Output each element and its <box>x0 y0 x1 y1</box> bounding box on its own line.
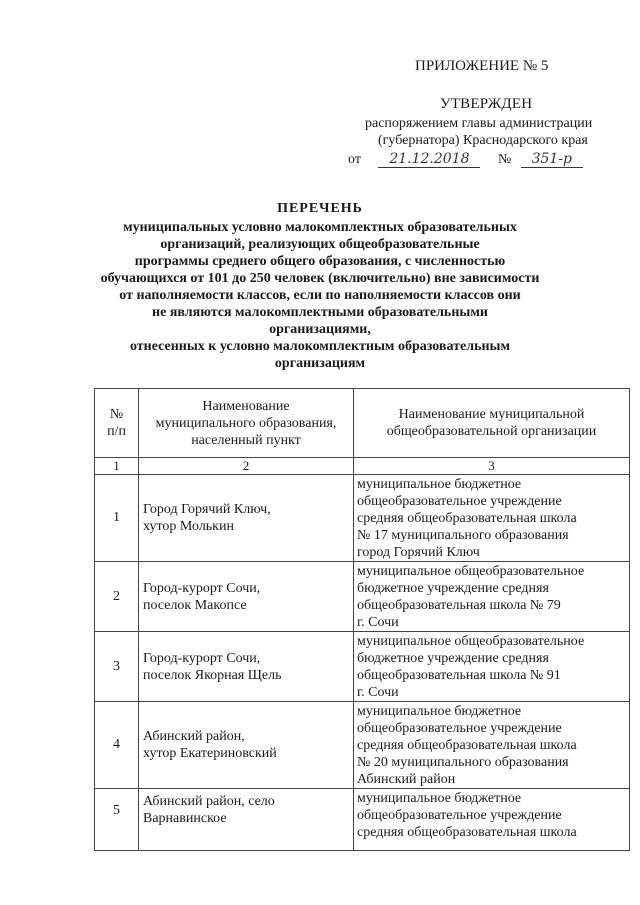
row-organization: муниципальное бюджетное общеобразовательное учреждение средняя общеобразовательная школа <box>354 789 630 851</box>
row-organization: муниципальное бюджетное общеобразовательное учреждение средняя общеобразовательная школа № 17 муниципального образования город Горячий Ключ <box>354 475 630 562</box>
number-label: № <box>497 152 512 167</box>
table-row <box>95 702 630 789</box>
table-row <box>95 475 630 562</box>
heading-line: обучающихся от 101 до 250 человек (включительно) вне зависимости <box>100 271 540 286</box>
table-row <box>95 789 630 851</box>
row-organization: муниципальное бюджетное общеобразовательное учреждение средняя общеобразовательная школа № 20 муниципального образования Абинский район <box>354 702 630 789</box>
row-organization: муниципальное общеобразовательное бюджетное учреждение средняя общеобразовательная школа № 91 г. Сочи <box>354 632 630 702</box>
column-number: 1 <box>95 458 139 475</box>
row-number: 5 <box>95 789 139 851</box>
heading-line: программы среднего общего образования, с численностью <box>134 254 506 269</box>
document-title: ПЕРЕЧЕНЬ <box>277 201 363 216</box>
date-prefix: от <box>348 152 361 167</box>
row-number: 4 <box>95 702 139 789</box>
approval-authority-line-1: распоряжением главы администрации <box>365 116 593 131</box>
row-locality: Абинский район, хутор Екатериновский <box>139 702 354 789</box>
row-locality: Город Горячий Ключ, хутор Молькин <box>139 475 354 562</box>
approval-title: УТВЕРЖДЕН <box>440 96 533 112</box>
row-locality: Город-курорт Сочи, поселок Якорная Щель <box>139 632 354 702</box>
row-organization: муниципальное общеобразовательное бюджетное учреждение средняя общеобразовательная школа № 79 г. Сочи <box>354 562 630 632</box>
row-locality: Город-курорт Сочи, поселок Макопсе <box>139 562 354 632</box>
approval-date-line <box>348 152 583 168</box>
heading-line: организациям <box>274 356 366 371</box>
appendix-label: ПРИЛОЖЕНИЕ № 5 <box>415 58 549 74</box>
row-number: 3 <box>95 632 139 702</box>
column-number-row <box>95 458 630 475</box>
document-heading <box>100 200 540 372</box>
table-row <box>95 632 630 702</box>
row-number: 2 <box>95 562 139 632</box>
heading-line: не являются малокомплектными образовательными организациями, <box>152 305 488 337</box>
heading-line: организаций, реализующих общеобразовательные <box>160 237 480 252</box>
header-organization: Наименование муниципальной общеобразовательной организации <box>354 389 630 458</box>
handwritten-number: 351-р <box>521 152 583 168</box>
column-number: 2 <box>139 458 354 475</box>
heading-line: отнесенных к условно малокомплектным образовательным <box>129 339 511 354</box>
row-locality: Абинский район, село Варнавинское <box>139 789 354 851</box>
header-num: № п/п <box>95 389 139 458</box>
header-locality: Наименование муниципального образования, населенный пункт <box>139 389 354 458</box>
heading-line: от наполняемости классов, если по наполняемости классов они <box>119 288 521 303</box>
column-number: 3 <box>354 458 630 475</box>
handwritten-date: 21.12.2018 <box>378 152 480 168</box>
table-header-row <box>95 389 630 458</box>
heading-line: муниципальных условно малокомплектных образовательных <box>123 220 517 235</box>
row-number: 1 <box>95 475 139 562</box>
schools-table <box>94 388 630 851</box>
table-row <box>95 562 630 632</box>
approval-authority-line-2: (губернатора) Краснодарского края <box>378 133 588 148</box>
